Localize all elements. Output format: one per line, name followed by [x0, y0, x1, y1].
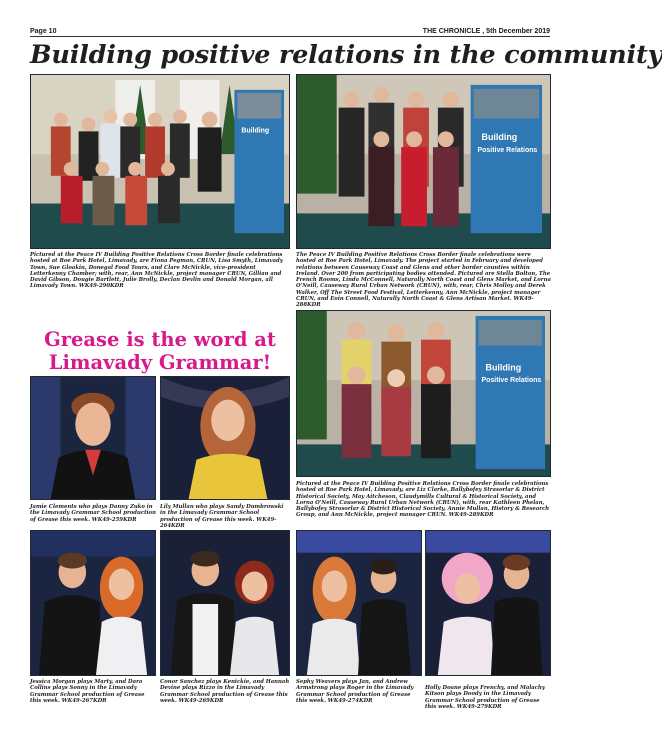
caption-danny: Jamie Clements who plays Danny Zuko in the Limavady Grammar School production of Grease this week. WK49-259KDR [30, 504, 156, 523]
photo-kenickie-rizzo [160, 530, 290, 676]
grease-headline-line-1: Grease is the word at [44, 328, 276, 351]
photo-jan-roger [296, 530, 422, 676]
caption-photo-3: Pictured at the Peace IV Building Positive Relations Cross Border finale celebrations hosted at Roe Park Hotel, Limavady, are Liz Clarke, Ballybofey Strasorlar & District Historical Society, May Aitcheson, Claudymills Cultural & Historical Society, and Lorna O'Neill, Causeway Rural Urban Network (CRUN), with, rear Kathleen Phelan, Ballybofey Strasorlar & District Historical Society, Annie Mullan, History & Research Group, and Ann McNickle, project manager CRUN. WK49-289KDR [296, 481, 550, 519]
banner-text-3a: Building [485, 362, 522, 373]
caption-photo-2: The Peace IV Building Positive Relations Cross Border finale celebrations were hosted at Roe Park Hotel, Limavady. The project started in February and developed relations between Causeway Coast and Glens and other border counties within Ireland. Over 200 from participating bodies attended. Pictured are Stella Bolton, The French Rooms, Linda McConnell, Naturally North Coast and Glens Market, and Lorna O'Neill, Causeway Rural Urban Network (CRUN), with, rear, Chris Molloy and Derek Walker, Off The Street Food Festival, Letterkenny, Ann McNickle, project manager CRUN, and Eoin Connell, Naturally North Coast & Glens Artisan Market. WK49-288KDR [296, 252, 551, 309]
header-rule [30, 36, 550, 37]
group-photo-1 [30, 74, 290, 249]
grease-headline-line-2: Limavady Grammar! [48, 351, 272, 374]
banner-text-2a: Building [481, 132, 518, 143]
masthead-date: THE CHRONICLE , 5th December 2019 [422, 28, 550, 35]
group-photo-3 [296, 310, 551, 477]
banner-text-1: Building [241, 127, 270, 135]
caption-sandy: Lily Mullan who plays Sandy Dumbrowski in the Limavady Grammar School production of Grease this week. WK49-264KDR [160, 504, 284, 529]
photo-marty-sonny [30, 530, 156, 676]
caption-frenchy-doody: Holly Doane plays Frenchy, and Malachy Kitson plays Doody in the Limavady Grammar School production of Grease this week. WK49-279KDR [425, 685, 545, 710]
banner-text-3b: Positive Relations [481, 377, 542, 385]
page-headline: Building positive relations in the community [30, 40, 662, 70]
caption-marty-sonny: Jessica Morgan plays Marty, and Dara Collins plays Sonny in the Limavady Grammar School production of Grease this week. WK49-267KDR [30, 679, 145, 704]
portrait-danny [30, 376, 156, 500]
photo-frenchy-doody [425, 530, 551, 676]
caption-photo-1: Pictured at the Peace IV Building Positive Relations Cross Border finale celebrations hosted at Roe Park Hotel, Limavady, are Fiona Pegman, CRUN, Lisa Smyth, Limavady Town, Sue Gloakin, Donegal Food Tours, and Clare McNickle, vice-president Letterkenny Chamber; with, rear, Ann McNickle, project manager CRUN, Gillian and David Gibson, Dougie Bartlett, Julie Brolly, Declan Devlin and Donald Morgan, all Limavady Town. WK49-290KDR [30, 252, 283, 290]
group-photo-2 [296, 74, 551, 249]
caption-jan-roger: Sephy Weavers plays Jan, and Andrew Armstrong plays Roger in the Limavady Grammar School production of Grease this week. WK49-274KDR [296, 679, 414, 704]
grease-headline [30, 328, 290, 380]
page-number: Page 10 [30, 28, 57, 35]
banner-text-2b: Positive Relations [477, 147, 538, 155]
caption-kenickie-rizzo: Conor Sanchez plays Kenickie, and Hannah Devine plays Rizzo in the Limavady Grammar School production of Grease this week. WK49-269KDR [160, 679, 290, 704]
portrait-sandy [160, 376, 290, 500]
